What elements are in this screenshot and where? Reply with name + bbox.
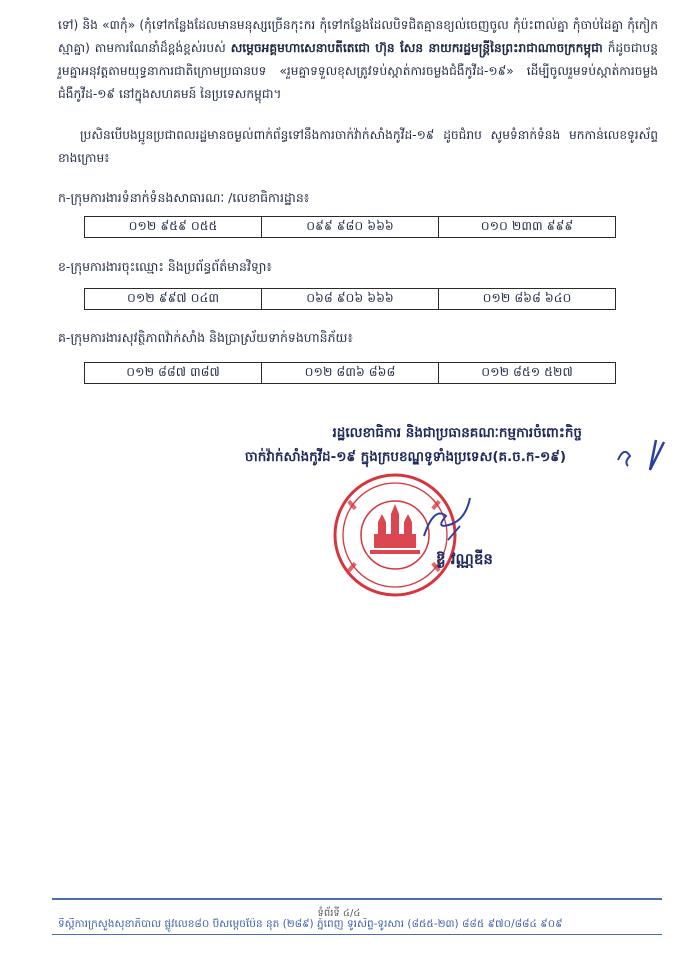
phone-number: ០៦៨ ៩០៦ ៦៦៦ [262,289,439,310]
handwritten-signature [418,496,478,546]
phone-number: ០១២ ៨៦៨ ៦៤០ [439,289,616,310]
signatory-title-line2: ចាក់វ៉ាក់សាំងកូវីដ-១៩ ក្នុងក្របខណ្ឌទូទាំងប្រទេស(គ.ច.ក-១៩) [244,449,566,465]
intro-text-b: ក៏ដូចជាបន្តរួមគ្នាអនុវត្តតាមយុទ្ធនាការជាតិក្រោមប្រធានបទ «រួមគ្នាទទួលខុសត្រូវទប់ស្កាត់ការចម្លងជំងឺកូវីដ-១៩» ដើម្បីចូលរួមទប់ស្កាត់ការចម្លងជំងឺកូវីដ-១៩ នៅក្នុងសហគមន៍ នៃប្រទេសកម្ពុជា។ [58,41,658,101]
intro-paragraph [58,14,658,106]
section-heading-vaccine-safety: គ-ក្រុមការងារសុវត្ថិភាពវ៉ាក់សាំង និងប្រាស្រ័យទាក់ទងហានិភ័យ៖ [58,330,353,345]
footer-divider-bottom [52,934,662,935]
phone-number: ០១២ ៩៥៩ ០៥៥ [85,217,262,238]
phone-number: ០១២ ៩៩៧ ០៤៣ [85,289,262,310]
footer-address: ទីស្តីការក្រសួងសុខាភិបាល ផ្លូវលេខ៨០ ប៊ីសម្តេចប៉ែន នុត (២៨៩) ភ្នំពេញ ទូរស័ព្ទ-ទូរសារ (៨៥៥-២៣) ៨៨៥ ៩៧០/៨៨៤ ៩០៩ [58,918,563,930]
section-heading-registration: ខ-ក្រុមការងារចុះឈ្មោះ និងប្រព័ន្ធព័ត៌មានវិទ្យា៖ [58,259,272,274]
phone-table-vaccine-safety [84,362,616,384]
signatory-title-line1: រដ្ឋលេខាធិការ និងជាប្រធានគណៈកម្មការចំពោះកិច្ច [332,425,582,441]
page-number: ទំព័រទី ៤/៤ [317,908,361,919]
contact-paragraph: ប្រសិនបើបងប្អូនប្រជាពលរដ្ឋមានចម្ងល់ពាក់ព័ន្ធទៅនឹងការចាក់វ៉ាក់សាំងកូវីដ-១៩ ដូចជំរាប សូមទំនាក់ទំនង មកកាន់លេខទូរស័ព្ទខាងក្រោម៖ [58,128,658,165]
phone-table-public-relations [84,216,616,238]
footer-divider [52,898,662,900]
signatory-name: ឱ្ង វណ្ណឌីន [436,550,493,568]
intro-text-a: ទៅ) និង «៣កុំ» (កុំទៅកន្លែងដែលមានមនុស្សច្រើនកុះករ កុំទៅកន្លែងដែលបិទជិតគ្មានខ្យល់ចេញចូល កុំប៉ះពាល់គ្នា កុំចាប់ដៃគ្នា កុំកៀកស្មាគ្នា) តាមការណែនាំដ៏ខ្ពង់ខ្ពស់របស់ [58,18,658,55]
phone-number: ០១២ ៨៣៦ ៨៦៨ [262,363,439,384]
section-heading-public-relations: ក-ក្រុមការងារទំនាក់ទំនងសាធារណៈ /លេខាធិការដ្ឋាន៖ [58,190,310,205]
phone-table-registration [84,288,616,310]
phone-number: ០៩៩ ៩៨០ ៦៦៦ [262,217,439,238]
phone-number: ០១២ ៨៨៧ ៣៨៧ [85,363,262,384]
phone-number: ០១០ ២៣៣ ៩៩៩ [439,217,616,238]
initials-mark [612,436,678,476]
phone-number: ០១២ ៨៥១ ៥២៧ [439,363,616,384]
leader-name: សម្តេចអគ្គមហាសេនាបតីតេជោ ហ៊ុន សែន នាយករដ្ឋមន្ត្រីនៃព្រះរាជាណាចក្រកម្ពុជា [230,41,603,55]
